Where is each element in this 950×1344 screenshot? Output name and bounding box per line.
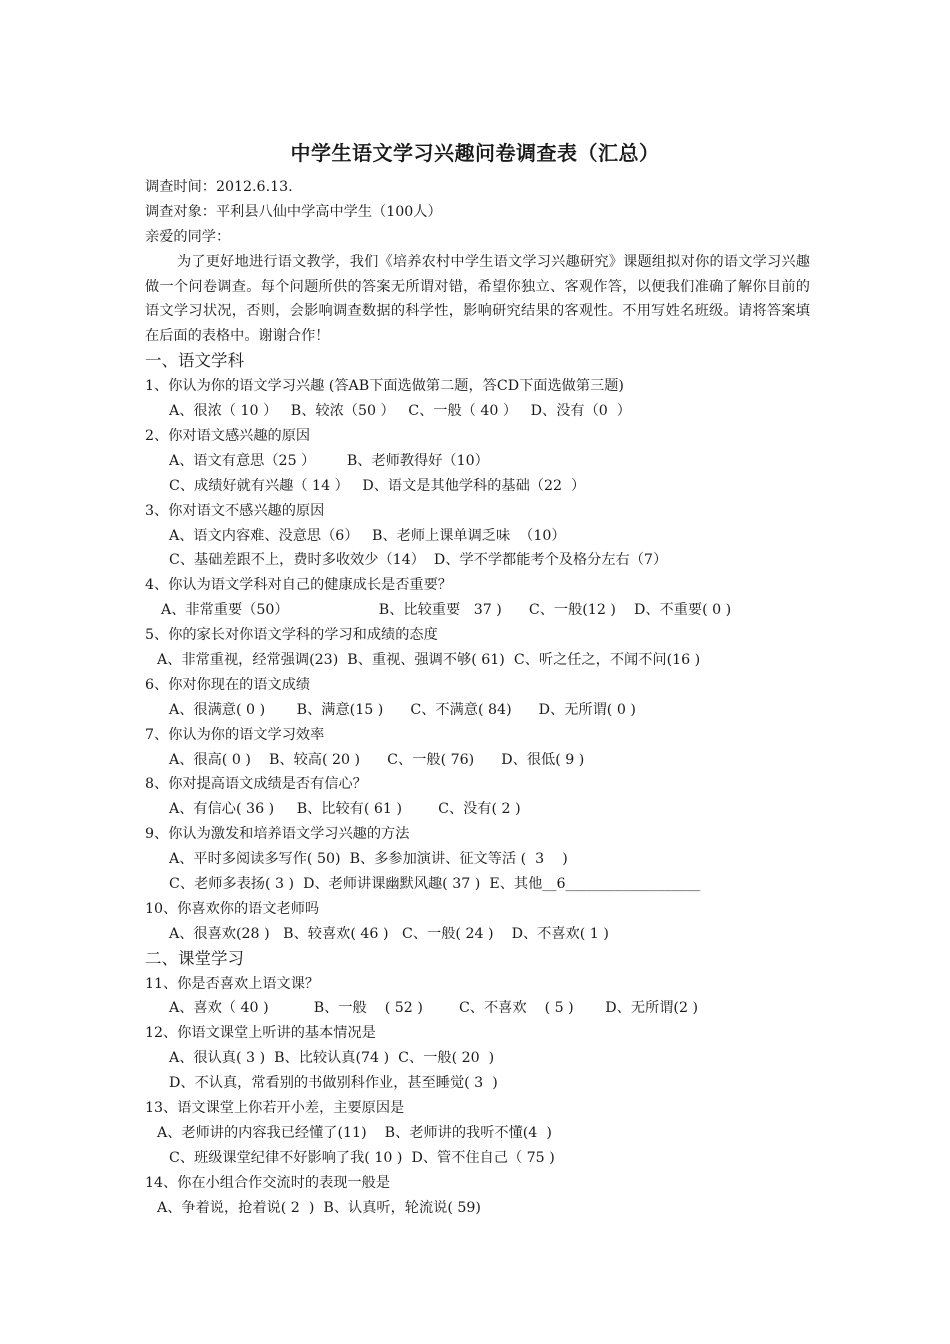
document-body: [145, 175, 810, 1220]
question-2: 2、你对语文感兴趣的原因: [145, 427, 311, 444]
intro-paragraph: 为了更好地进行语文教学，我们《培养农村中学生语文学习兴趣研究》课题组拟对你的语文学习兴趣做一个问卷调查。每个问题所供的答案无所谓对错，希望你独立、客观作答，以便我们准确了解你目前的语文学习状况，否则，会影响调查数据的科学性，影响研究结果的客观性。不用写姓名班级。请将答案填在后面的表格中。谢谢合作！: [145, 253, 810, 345]
question-4: 4、你认为语文学科对自己的健康成长是否重要？: [145, 577, 452, 594]
answer-11: A、喜欢（ 40 ) B、一般 ( 52 ) C、不喜欢 ( 5 ) D、无所谓(2 ): [169, 1000, 699, 1017]
survey-time: 调查时间：2012.6.13.: [145, 179, 293, 195]
survey-target: 调查对象：平利县八仙中学高中学生（100人）: [145, 203, 442, 220]
question-5: 5、你的家长对你语文学科的学习和成绩的态度: [145, 627, 438, 644]
question-3: 3、你对语文不感兴趣的原因: [145, 502, 325, 519]
answer-2-line-1: A、语文有意思（25 ） B、老师教得好（10）: [169, 452, 489, 469]
answer-13-line-1: A、老师讲的内容我已经懂了(11) B、老师讲的我听不懂(4 ): [157, 1124, 552, 1141]
section-heading-chinese-subject: 一、语文学科: [145, 351, 244, 371]
question-7: 7、你认为你的语文学习效率: [145, 726, 325, 743]
answer-9-line-2: C、老师多表扬( 3 ) D、老师讲课幽默风趣( 37 ) E、其他__6___________________: [169, 876, 701, 892]
document-title: 中学生语文学习兴趣问卷调查表（汇总）: [290, 141, 660, 165]
answer-12-line-1: A、很认真( 3 ) B、比较认真(74 ) C、一般( 20 ): [169, 1050, 495, 1067]
question-6: 6、你对你现在的语文成绩: [145, 676, 311, 693]
answer-3-line-1: A、语文内容难、没意思（6） B、老师上课单调乏味 （10）: [169, 527, 566, 544]
section-heading-classroom-learning: 二、课堂学习: [145, 948, 244, 968]
answer-12-line-2: D、不认真，常看别的书做别科作业，甚至睡觉( 3 ): [169, 1075, 498, 1092]
answer-9-line-1: A、平时多阅读多写作( 50) B、多参加演讲、征文等活 ( 3 ): [169, 851, 568, 868]
answer-6: A、很满意( 0 ) B、满意(15 ) C、不满意( 84) D、无所谓( 0 ): [169, 701, 636, 718]
greeting: 亲爱的同学：: [145, 228, 231, 245]
answer-8: A、有信心( 36 ) B、比较有( 61 ) C、没有( 2 ): [169, 801, 521, 818]
answer-3-line-2: C、基础差跟不上，费时多收效少（14） D、学不学都能考个及格分左右（7）: [169, 552, 668, 569]
question-8: 8、你对提高语文成绩是否有信心？: [145, 776, 367, 793]
question-9: 9、你认为激发和培养语文学习兴趣的方法: [145, 826, 410, 843]
answer-5: A、非常重视，经常强调(23) B、重视、强调不够( 61) C、听之任之，不闻不问(16 ): [157, 651, 701, 668]
answer-2-line-2: C、成绩好就有兴趣（ 14 ） D、语文是其他学科的基础（22 ）: [169, 477, 586, 494]
answer-4: A、非常重要（50） B、比较重要 37 ) C、一般(12 ) D、不重要( 0 ): [161, 602, 732, 619]
answer-13-line-2: C、班级课堂纪律不好影响了我( 10 ) D、管不住自己（ 75 ): [169, 1149, 555, 1166]
question-12: 12、你语文课堂上听讲的基本情况是: [145, 1025, 376, 1042]
answer-1: A、很浓（ 10 ） B、较浓（50 ） C、一般（ 40 ） D、没有（0 ）: [169, 403, 631, 420]
question-13: 13、语文课堂上你若开小差，主要原因是: [145, 1100, 405, 1117]
answer-14: A、争着说，抢着说( 2 ) B、认真听，轮流说( 59): [157, 1199, 481, 1216]
question-10: 10、你喜欢你的语文老师吗: [145, 900, 320, 917]
answer-10: A、很喜欢(28 ) B、较喜欢( 46 ) C、一般( 24 ) D、不喜欢( 1 ): [169, 925, 609, 942]
question-1: 1、你认为你的语文学习兴趣 (答AB下面选做第二题，答CD下面选做第三题): [145, 378, 624, 395]
question-14: 14、你在小组合作交流时的表现一般是: [145, 1174, 391, 1191]
question-11: 11、你是否喜欢上语文课？: [145, 975, 320, 992]
answer-7: A、很高( 0 ) B、较高( 20 ) C、一般( 76) D、很低( 9 ): [169, 751, 585, 768]
